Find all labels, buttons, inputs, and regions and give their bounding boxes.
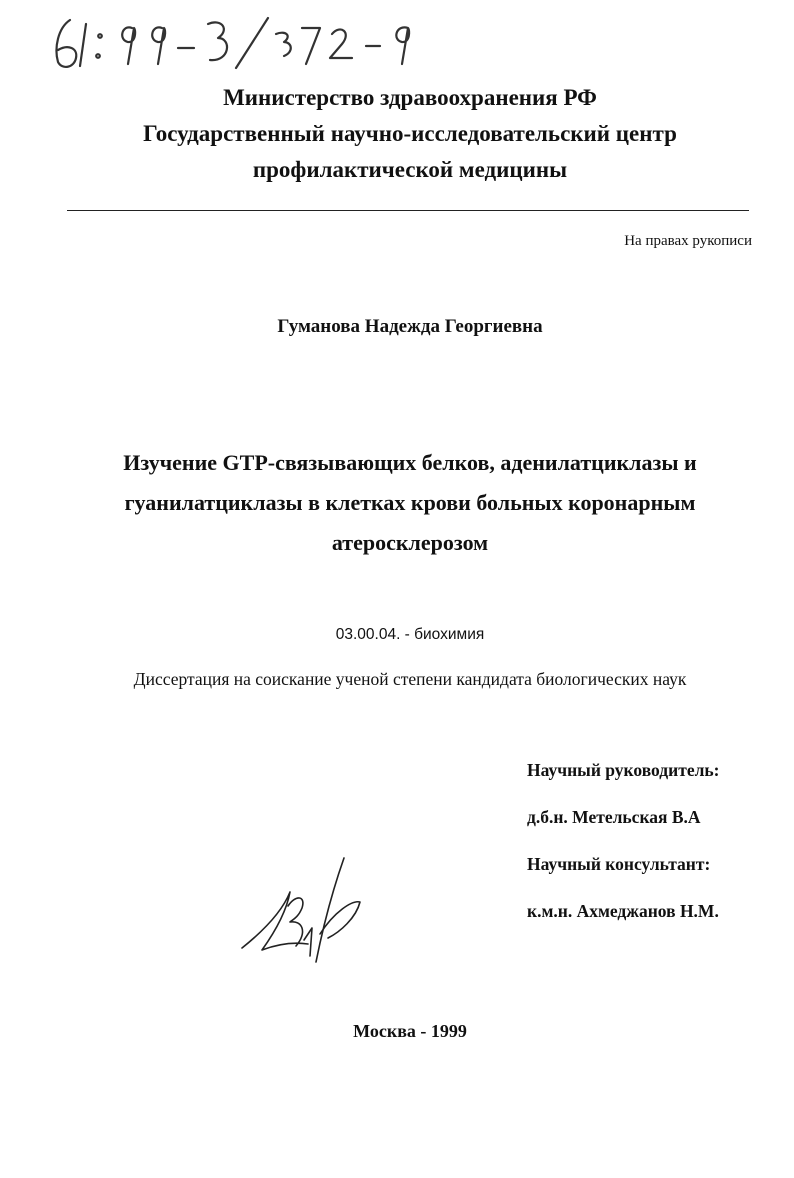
institution-header: [60, 80, 760, 188]
specialty-code: 03.00.04. - биохимия: [335, 626, 485, 643]
author-name: Гуманова Надежда Георгиевна: [277, 316, 543, 337]
rights-note: На правах рукописи: [624, 233, 752, 249]
advisor-name: д.б.н. Метельская В.А: [527, 807, 701, 827]
author-signature: [232, 852, 392, 972]
handwritten-shelfmark: [40, 6, 440, 76]
supervisors-block: [527, 757, 777, 945]
title-line1: Изучение GTP-связывающих белков, аденилатциклазы и: [123, 450, 697, 475]
dissertation-title: [80, 443, 740, 563]
consultant-name: к.м.н. Ахмеджанов Н.М.: [527, 901, 719, 921]
title-line2: гуанилатциклазы в клетках крови больных коронарным: [124, 490, 696, 515]
title-line3: атеросклерозом: [331, 530, 489, 555]
consultant-label: Научный консультант:: [527, 854, 711, 874]
city-year: Москва - 1999: [353, 1021, 467, 1041]
ministry-name: Министерство здравоохранения РФ: [223, 85, 597, 110]
header-divider: [67, 210, 749, 211]
center-name-line2: профилактической медицины: [252, 157, 568, 182]
degree-statement: Диссертация на соискание ученой степени кандидата биологических наук: [133, 669, 687, 689]
center-name-line1: Государственный научно-исследовательский центр: [143, 121, 677, 146]
advisor-label: Научный руководитель:: [527, 760, 720, 780]
